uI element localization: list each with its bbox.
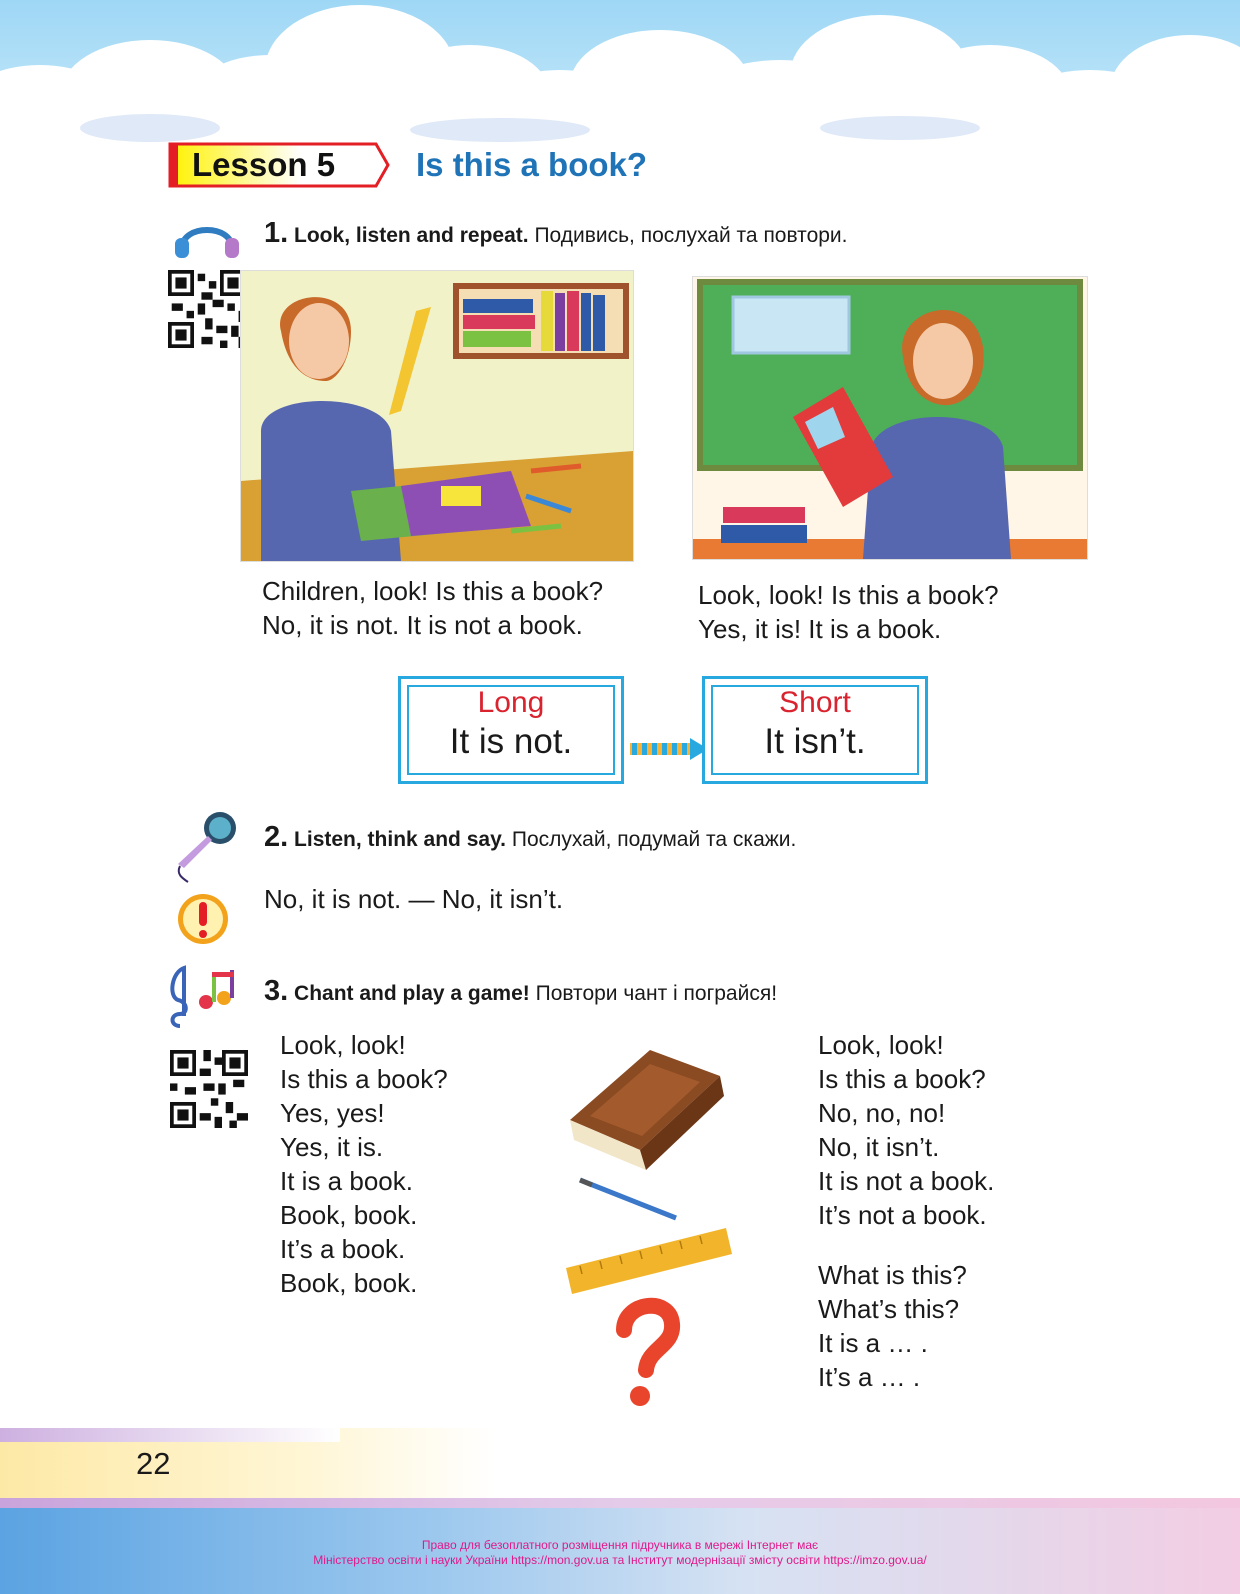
chant-line: It is not a book. (818, 1166, 995, 1196)
chant-line: It is a … . (818, 1328, 928, 1358)
bottom-strip (0, 1498, 1240, 1508)
arrow-right-icon (630, 738, 710, 760)
exclamation-icon (176, 892, 230, 946)
long-form-text: It is not. (449, 722, 573, 761)
lesson-label: Lesson 5 (192, 146, 336, 183)
lesson-title: Is this a book? (416, 146, 648, 183)
qr-code-icon[interactable] (168, 270, 246, 348)
caption-right-line: Yes, it is! It is a book. (698, 614, 942, 644)
legal-notice-line: Міністерство освіти і науки України https://mon.gov.ua та Інститут модернізації змісту освіти https://imzo.gov.ua/ (313, 1553, 927, 1567)
instruction-en: Listen, think and say. (294, 828, 507, 851)
chant-line: Look, look! (818, 1030, 944, 1060)
chant-line: It’s a … . (818, 1362, 921, 1392)
teacher-with-book-illustration (692, 276, 1088, 560)
instruction-ua: Подивись, послухай та повтори. (534, 224, 848, 247)
short-form-text: It isn’t. (764, 722, 866, 761)
chant-right (818, 1028, 994, 1232)
page-number: 22 (136, 1446, 171, 1481)
instruction-ua: Повтори чант і пограйся! (535, 982, 778, 1005)
short-form-box (702, 676, 928, 784)
chant-line: Look, look! (280, 1030, 406, 1060)
caption-right-line: Look, look! Is this a book? (698, 580, 999, 610)
chant-line: Yes, it is. (280, 1132, 384, 1162)
footer-line (0, 1428, 340, 1442)
chant-line: What is this? (818, 1260, 967, 1290)
chant-line: It’s a book. (280, 1234, 406, 1264)
instruction-en: Look, listen and repeat. (294, 224, 529, 247)
microphone-icon (168, 808, 240, 884)
caption-left (262, 574, 603, 642)
task-number: 2. (264, 821, 289, 853)
chant-line: What’s this? (818, 1294, 960, 1324)
teacher-with-ruler-illustration (240, 270, 634, 562)
task-1-instruction (264, 217, 848, 249)
task-3-instruction (264, 975, 778, 1007)
caption-left-line: Children, look! Is this a book? (262, 576, 604, 606)
short-form-heading: Short (779, 686, 851, 719)
chant-line: Is this a book? (280, 1064, 448, 1094)
task-number: 1. (264, 217, 289, 249)
chant-right-stanza-2 (818, 1258, 967, 1394)
caption-right (698, 578, 999, 646)
chant-left (280, 1028, 448, 1300)
chant-line: Yes, yes! (280, 1098, 385, 1128)
long-form-box (398, 676, 624, 784)
chant-line: Book, book. (280, 1268, 418, 1298)
chant-line: No, no, no! (818, 1098, 946, 1128)
chant-line: Book, book. (280, 1200, 418, 1230)
chant-line: No, it isn’t. (818, 1132, 940, 1162)
chant-line: It’s not a book. (818, 1200, 987, 1230)
caption-left-line: No, it is not. It is not a book. (262, 610, 583, 640)
task-2-instruction (264, 821, 797, 853)
chant-line: Is this a book? (818, 1064, 986, 1094)
chant-line: It is a book. (280, 1166, 413, 1196)
instruction-en: Chant and play a game! (294, 982, 530, 1005)
task-number: 3. (264, 975, 289, 1007)
music-notes-icon (166, 962, 238, 1030)
instruction-ua: Послухай, подумай та скажи. (511, 828, 797, 851)
book-pen-ruler-illustration (560, 1040, 750, 1420)
clouds-decoration (0, 0, 1240, 160)
legal-notice-line: Право для безоплатного розміщення підручника в мережі Інтернет має (421, 1538, 819, 1552)
qr-code-icon[interactable] (170, 1050, 248, 1128)
long-form-heading: Long (477, 686, 545, 719)
grammar-note: No, it is not. — No, it isn’t. (264, 884, 564, 914)
headphones-icon (172, 216, 242, 258)
